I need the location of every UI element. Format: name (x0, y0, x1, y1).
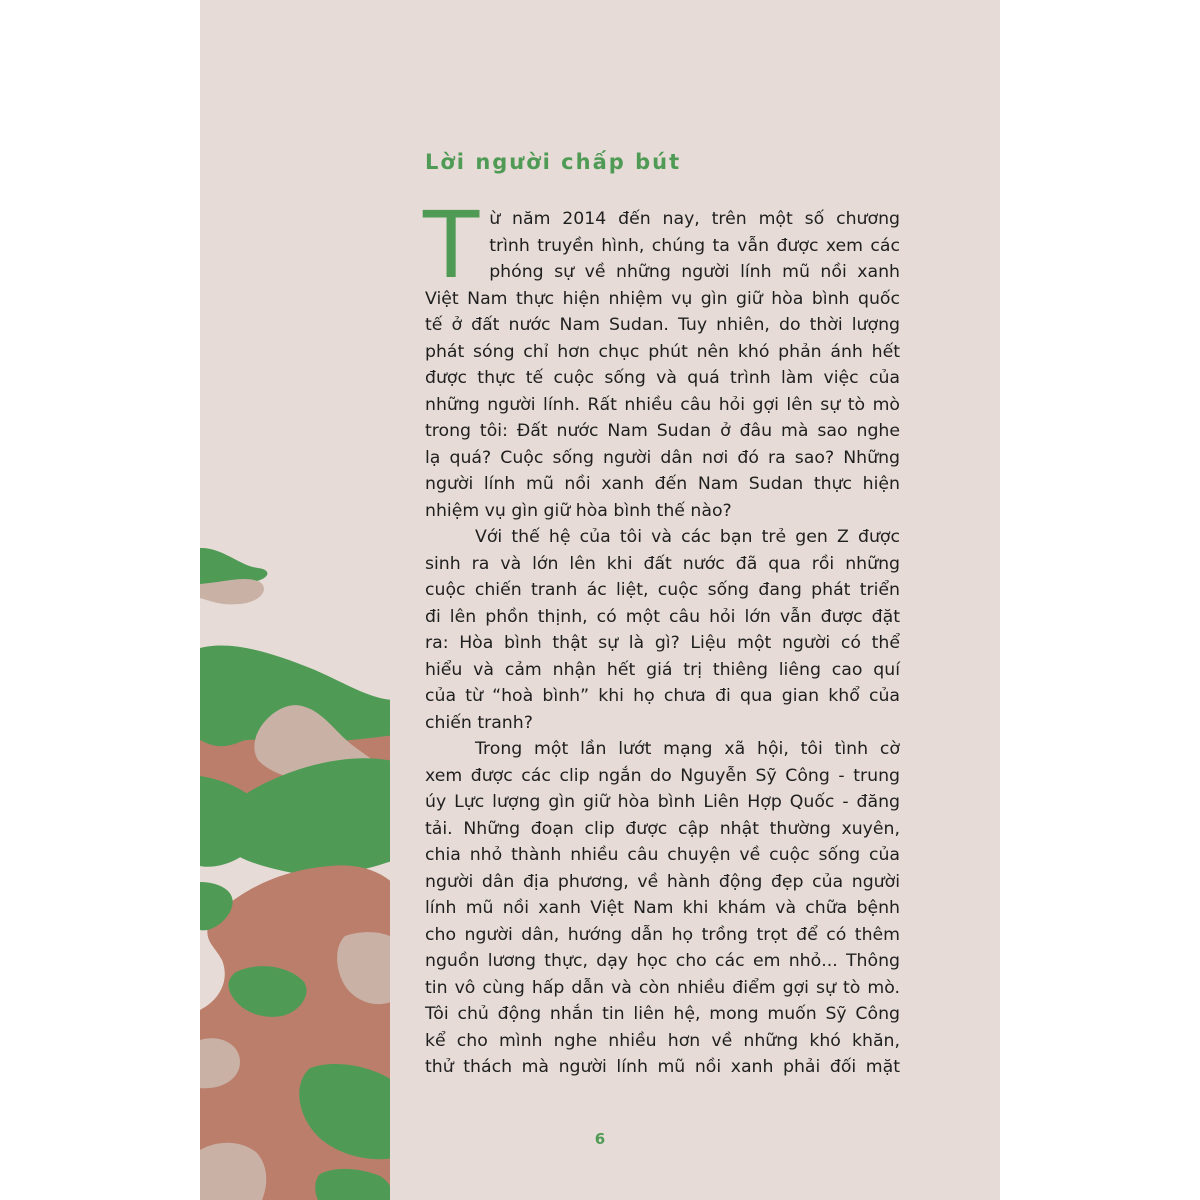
text-line: Với thế hệ của tôi và các bạn trẻ gen Z được (475, 527, 900, 547)
text-line: chia nhỏ thành nhiều câu chuyện về cuộc sống của (425, 845, 900, 865)
text-line: người lính mũ nồi xanh đến Nam Sudan thực hiện (425, 474, 900, 494)
text-line: xem được các clip ngắn do Nguyễn Sỹ Công - trung (425, 765, 900, 786)
book-page (200, 0, 1000, 1200)
text-line: tế ở đất nước Nam Sudan. Tuy nhiên, do thời lượng (425, 315, 900, 335)
text-line: úy Lực lượng gìn giữ hòa bình Liên Hợp Quốc - đăng (425, 792, 900, 812)
text-line: của từ “hoà bình” khi họ chưa đi qua gian khổ của (425, 686, 900, 706)
chapter-title: Lời người chấp bút (425, 150, 682, 174)
text-line: cho người dân, hướng dẫn họ trồng trọt để có thêm (425, 924, 900, 945)
text-line: kể cho mình nghe nhiều hơn về những khó khăn, (425, 1030, 900, 1051)
text-line: ừ năm 2014 đến nay, trên một số chương (489, 209, 900, 229)
paragraph-1 (423, 192, 900, 524)
text-line: Tôi chủ động nhắn tin liên hệ, mong muốn Sỹ Công (425, 1004, 900, 1024)
text-line: nguồn lương thực, dạy học cho các em nhỏ... Thông (425, 951, 900, 971)
page-number: 6 (594, 1130, 606, 1148)
text-line: trong tôi: Đất nước Nam Sudan ở đâu mà sao nghe (425, 421, 900, 441)
text-line: ra: Hòa bình thật sự là gì? Liệu một người có thể (425, 633, 900, 653)
text-line: cuộc chiến tranh ác liệt, cuộc sống đang phát triển (425, 580, 900, 600)
text-line: những người lính. Rất nhiều câu hỏi gợi lên sự tò mò (425, 394, 900, 415)
text-line: sinh ra và lớn lên khi đất nước đã qua rồi những (425, 553, 900, 574)
text-line: phát sóng chỉ hơn chục phút nên khó phản ánh hết (425, 341, 900, 362)
text-line: tải. Những đoạn clip được cập nhật thường xuyên, (425, 818, 900, 839)
text-line: người dân địa phương, về hành động đẹp của người (425, 871, 900, 892)
text-line: Việt Nam thực hiện nhiệm vụ gìn giữ hòa bình quốc (425, 288, 900, 309)
text-line: phóng sự về những người lính mũ nồi xanh (489, 262, 900, 282)
text-line: chiến tranh? (425, 712, 533, 733)
text-line: hiểu và cảm nhận hết giá trị thiêng liêng cao quí (425, 659, 900, 680)
body-text (423, 192, 900, 1081)
text-line: tin vô cùng hấp dẫn và còn nhiều điểm gợi sự tò mò. (425, 977, 900, 998)
text-line: trình truyền hình, chúng ta vẫn được xem các (489, 235, 900, 256)
text-line: được thực tế cuộc sống và quá trình làm việc của (425, 368, 900, 388)
text-line: lính mũ nồi xanh Việt Nam khi khám và chữa bệnh (425, 898, 900, 918)
paragraph-2 (425, 524, 900, 736)
text-line: thử thách mà người lính mũ nồi xanh phải đối mặt (425, 1057, 900, 1077)
text-line: lạ quá? Cuộc sống người dân nơi đó ra sao? Những (425, 447, 900, 468)
paragraph-3 (425, 736, 900, 1081)
text-line: Trong một lần lướt mạng xã hội, tôi tình cờ (475, 739, 900, 759)
drop-cap: T (423, 192, 480, 299)
text-line: nhiệm vụ gìn giữ hòa bình thế nào? (425, 500, 732, 521)
text-line: đi lên phồn thịnh, có một câu hỏi lớn vẫn được đặt (425, 606, 900, 627)
